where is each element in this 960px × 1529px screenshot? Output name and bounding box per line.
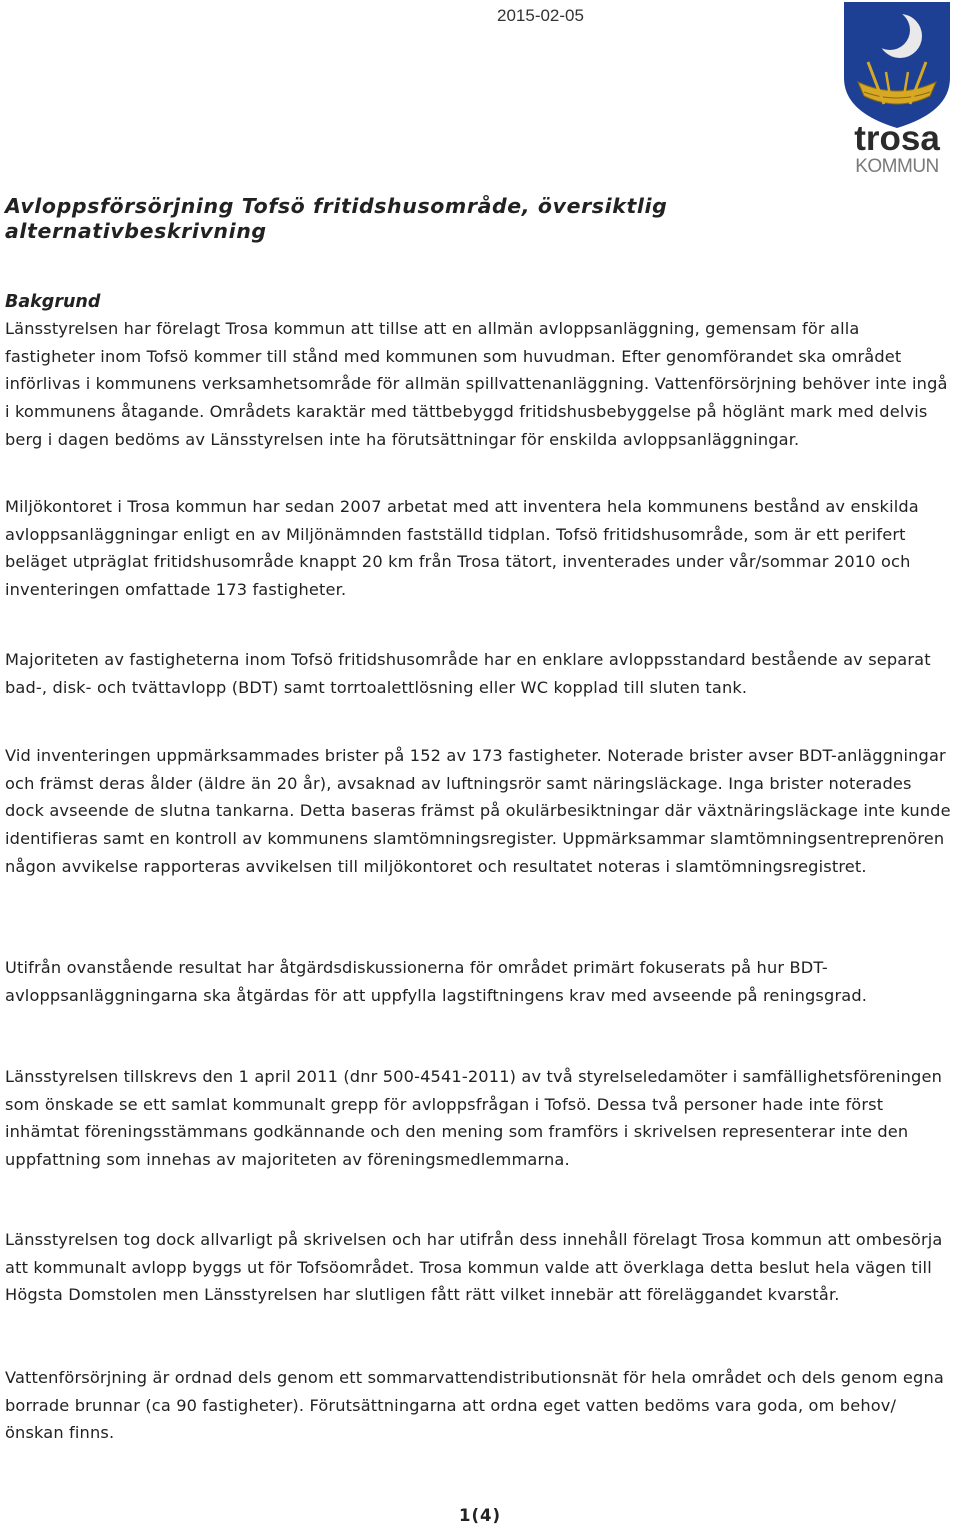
- trosa-kommun-logo: [838, 0, 956, 176]
- paragraph-2: Miljökontoret i Trosa kommun har sedan 2007 arbetat med att inventera hela kommunens bestånd av enskilda avloppsanläggningar enligt en av Miljönämnden fastställd tidplan. Tofsö fritidshusområde, som är ett perifert beläget utpräglat fritidshusområde knappt 20 km från Trosa tätort, inventerades under vår/sommar 2010 och inventeringen omfattade 173 fastigheter.: [5, 497, 919, 600]
- paragraph-1: Länsstyrelsen har förelagt Trosa kommun att tillse att en allmän avloppsanläggning, gemensam för alla fastigheter inom Tofsö kommer till stånd med kommunen som huvudman. Efter genomförandet ska området införlivas i kommunens verksamhetsområde för allmän spillvattenanläggning. Vattenförsörjning behöver inte ingå i kommunens åtagande. Områdets karaktär med tättbebyggd fritidshusbebyggelse på höglänt mark med delvis berg i dagen bedöms av Länsstyrelsen inte ha förutsättningar för enskilda avloppsanläggningar.: [5, 319, 948, 449]
- coat-of-arms-icon: [838, 0, 956, 176]
- paragraph-7: Länsstyrelsen tog dock allvarligt på skrivelsen och har utifrån dess innehåll förelagt Trosa kommun att ombesörja att kommunalt avlopp byggs ut för Tofsöområdet. Trosa kommun valde att överklaga detta beslut hela vägen till Högsta Domstolen men Länsstyrelsen har slutligen fått rätt vilket innebär att föreläggandet kvarstår.: [5, 1230, 943, 1305]
- paragraph-4: Vid inventeringen uppmärksammades brister på 152 av 173 fastigheter. Noterade brister avser BDT-anläggningar och främst deras ålder (äldre än 20 år), avsaknad av luftningsrör samt näringsläckage. Inga brister noterades dock avseende de slutna tankarna. Detta baseras främst på okulärbesiktningar där växtnäringsläckage inte kunde identifieras samt en kontroll av kommunens slamtömningsregister. Uppmärksammar slamtömningsentreprenören någon avvikelse rapporteras avvikelsen till miljökontoret och resultatet noteras i slamtömningsregistret.: [5, 746, 951, 876]
- logo-subtext: KOMMUN: [855, 156, 939, 176]
- paragraph-6: Länsstyrelsen tillskrevs den 1 april 2011 (dnr 500-4541-2011) av två styrelseledamöter i samfällighetsföreningen som önskade se ett samlat kommunalt grepp för avloppsfrågan i Tofsö. Dessa två personer hade inte först inhämtat föreningsstämmans godkännande och den mening som framförs i skrivelsen representerar inte den uppfattning som innehas av majoriteten av föreningsmedlemmarna.: [5, 1067, 943, 1170]
- logo-wordmark: trosa: [854, 119, 940, 158]
- paragraph-3: Majoriteten av fastigheterna inom Tofsö fritidshusområde har en enklare avloppsstandard bestående av separat bad-, disk- och tvättavlopp (BDT) samt torrtoalettlösning eller WC kopplad till sluten tank.: [5, 650, 931, 697]
- document-date: 2015-02-05: [497, 6, 584, 25]
- paragraph-5: Utifrån ovanstående resultat har åtgärdsdiskussionerna för området primärt fokuserats på hur BDT-avloppsanläggningarna ska åtgärdas för att uppfylla lagstiftningens krav med avseende på reningsgrad.: [5, 958, 868, 1005]
- section-heading-bakgrund: Bakgrund: [5, 292, 101, 312]
- page-number: 1(4): [458, 1506, 502, 1525]
- paragraph-8: Vattenförsörjning är ordnad dels genom ett sommarvattendistributionsnät för hela området och dels genom egna borrade brunnar (ca 90 fastigheter). Förutsättningarna att ordna eget vatten bedöms vara goda, om behov/önskan finns.: [5, 1368, 944, 1443]
- document-title: Avloppsförsörjning Tofsö fritidshusområde, översiktlig alternativbeskrivning: [5, 194, 668, 243]
